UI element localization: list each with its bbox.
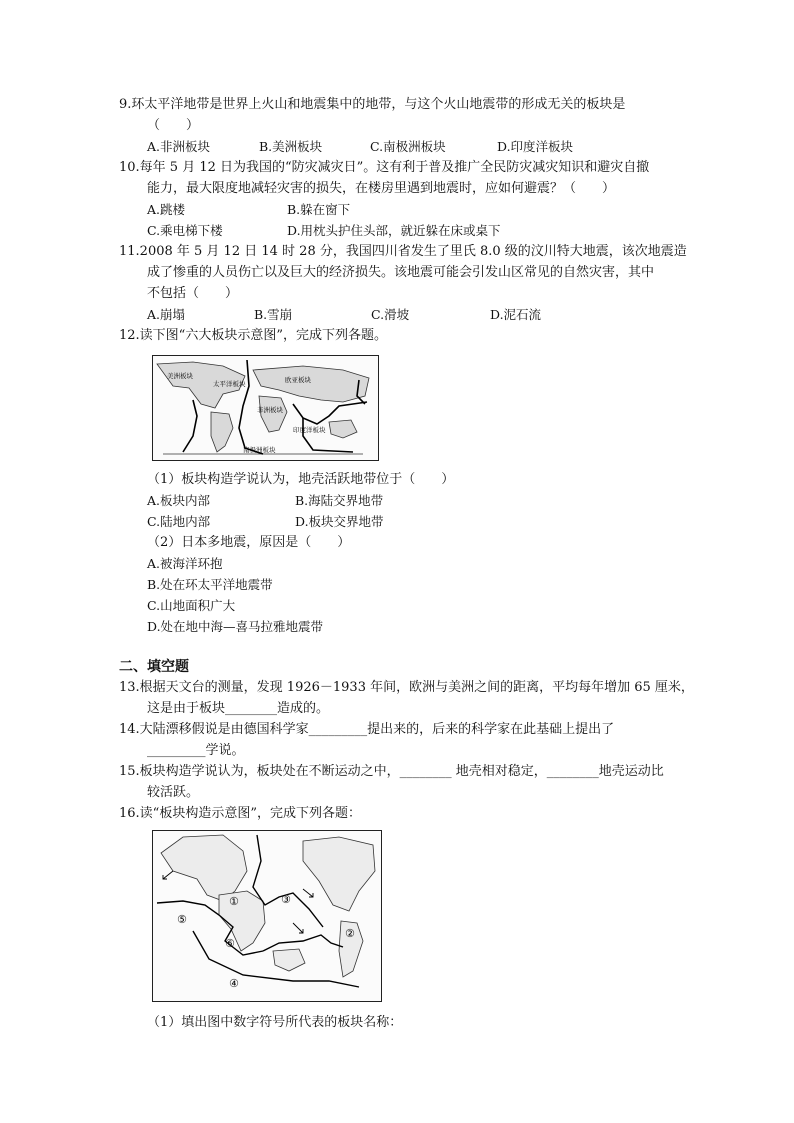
eurasia-shape: [161, 835, 247, 901]
australia-shape: [273, 949, 305, 971]
q11-option-c: C.滑坡: [371, 307, 410, 322]
north-america-shape: [303, 837, 375, 911]
plate-boundary-pacific-east: [183, 400, 197, 452]
q12-sub2-option-a: A.被海洋环抱: [147, 556, 223, 571]
q14-line-1: 14.大陆漂移假说是由德国科学家_________提出来的，后来的科学家在此基础上提出了: [119, 722, 615, 737]
q13-line-2: 这是由于板块________造成的。: [147, 701, 330, 716]
label-american-plate: 美洲板块: [167, 372, 193, 380]
boundary-middle: [263, 935, 343, 951]
q9-option-b: B.美洲板块: [259, 139, 323, 154]
q10-option-c: C.乘电梯下楼: [147, 223, 223, 238]
label-6: ⑥: [225, 937, 235, 950]
plate-boundary-indian: [293, 402, 367, 424]
q10-option-a: A.跳楼: [147, 202, 186, 217]
q9-option-a: A.非洲板块: [147, 139, 211, 154]
q11-line-1: 11.2008 年 5 月 12 日 14 时 28 分，我国四川省发生了里氏 8.0 级的汶川特大地震，该次地震造: [119, 244, 687, 259]
label-5: ⑤: [177, 913, 187, 926]
six-plates-map: [152, 355, 379, 461]
label-antarctic-plate: 南极洲板块: [243, 446, 276, 454]
q11-option-b: B.雪崩: [254, 307, 293, 322]
q15-line-2: 较活跃。: [147, 785, 200, 800]
q14-line-2: _________学说。: [147, 743, 245, 758]
label-1: ①: [229, 895, 239, 908]
motion-arrow: [163, 871, 173, 879]
q16-stem: 16.读“板块构造示意图”，完成下列各题：: [119, 806, 361, 821]
q11-option-a: A.崩塌: [147, 307, 186, 322]
q11-line-2: 成了惨重的人员伤亡以及巨大的经济损失。该地震可能会引发山区常见的自然灾害，其中: [147, 265, 655, 280]
eurasia-shape: [253, 366, 369, 402]
motion-arrow: [303, 889, 313, 897]
q11-option-d: D.泥石流: [490, 307, 542, 322]
q11-line-3: 不包括（ ）: [147, 286, 239, 301]
q12-sub1-option-b: B.海陆交界地带: [295, 493, 384, 508]
q13-line-1: 13.根据天文台的测量，发现 1926－1933 年间，欧洲与美洲之间的距离，平均每年增加 65 厘米，: [119, 680, 694, 695]
q10-option-d: D.用枕头护住头部，就近躲在床或桌下: [287, 223, 501, 238]
label-2: ②: [345, 927, 355, 940]
motion-arrow: [293, 923, 303, 933]
q10-line-2: 能力，最大限度地减轻灾害的损失，在楼房里遇到地震时，应如何避震？（ ）: [147, 181, 616, 196]
q12-sub2: （2）日本多地震，原因是（ ）: [147, 535, 351, 550]
q9-option-c: C.南极洲板块: [370, 139, 446, 154]
plate-tectonics-map: [152, 830, 382, 1002]
section-fill-in-title: 二、填空题: [119, 659, 189, 675]
label-indian-ocean-plate: 印度洋板块: [293, 426, 326, 434]
label-4: ④: [229, 977, 239, 990]
q10-option-b: B.躲在窗下: [287, 202, 351, 217]
q12-sub2-option-c: C.山地面积广大: [147, 598, 236, 613]
australia-shape: [329, 420, 357, 438]
label-eurasian-plate: 欧亚板块: [285, 376, 311, 384]
q12-sub2-option-b: B.处在环太平洋地震带: [147, 577, 273, 592]
q9-answer-paren: （ ）: [147, 118, 200, 133]
q12-sub1: （1）板块构造学说认为，地壳活跃地带位于（ ）: [147, 472, 455, 487]
label-pacific-plate: 太平洋板块: [213, 380, 246, 388]
q16-sub1: （1）填出图中数字符号所代表的板块名称：: [147, 1015, 403, 1030]
q12-sub1-option-a: A.板块内部: [147, 493, 211, 508]
label-african-plate: 非洲板块: [257, 406, 283, 414]
q12-stem: 12.读下图“六大板块示意图”，完成下列各题。: [119, 328, 387, 343]
africa-shape: [259, 396, 287, 432]
q12-sub1-option-d: D.板块交界地带: [295, 514, 384, 529]
south-america-shape: [211, 412, 233, 452]
q9-stem: 9.环太平洋地带是世界上火山和地震集中的地带，与这个火山地震带的形成无关的板块是: [119, 97, 626, 112]
q10-line-1: 10.每年 5 月 12 日为我国的“防灾减灾日”。这有利于普及推广全民防灾减灾知识和避灾自撤: [119, 160, 650, 175]
label-3: ③: [281, 893, 291, 906]
q9-option-d: D.印度洋板块: [497, 139, 574, 154]
q12-sub2-option-d: D.处在地中海—喜马拉雅地震带: [147, 619, 324, 634]
q15-line-1: 15.板块构造学说认为，板块处在不断运动之中，________ 地壳相对稳定，________地壳运动比: [119, 764, 664, 779]
q12-sub1-option-c: C.陆地内部: [147, 514, 211, 529]
